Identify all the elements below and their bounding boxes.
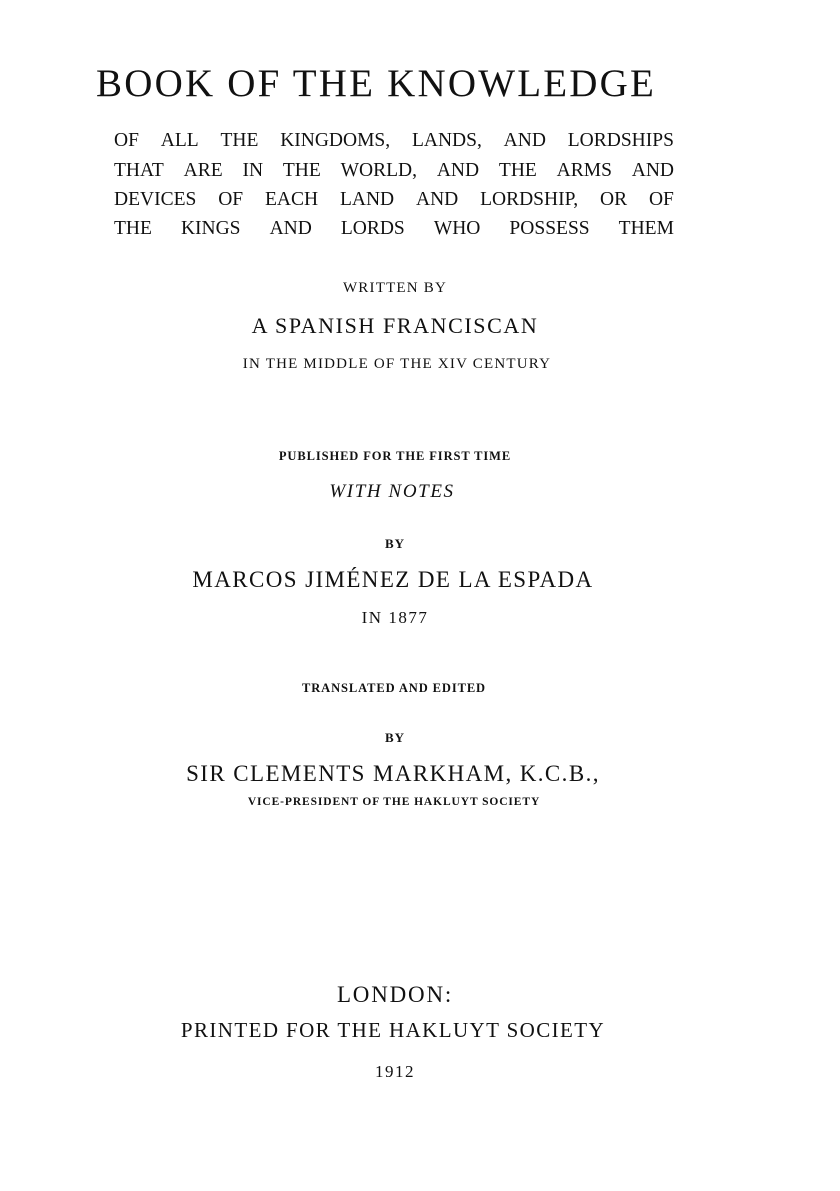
by-label-2: BY — [384, 730, 406, 745]
subtitle-word: OR — [600, 189, 628, 210]
publication-place: LONDON: — [336, 982, 454, 1007]
subtitle-word: LORDSHIPS — [567, 130, 674, 151]
subtitle-word: DEVICES — [114, 189, 197, 210]
subtitle-word: ARMS — [556, 160, 612, 181]
subtitle-word: LORDSHIP, — [480, 189, 579, 210]
with-notes: WITH NOTES — [329, 481, 455, 502]
editor-year: IN 1877 — [361, 608, 429, 627]
translated-note: TRANSLATED AND EDITED — [302, 681, 486, 695]
subtitle-word: THE — [282, 160, 321, 181]
subtitle-line-4 — [114, 219, 674, 239]
subtitle-word: AND — [503, 130, 546, 151]
subtitle-word: THE — [498, 160, 537, 181]
subtitle-word: THE — [114, 218, 152, 239]
by-label-1: BY — [384, 536, 406, 551]
subtitle-word: AND — [436, 160, 480, 181]
book-title: BOOK OF THE KNOWLEDGE — [96, 62, 657, 105]
subtitle-word: LORDS — [340, 218, 405, 239]
subtitle-word: THE — [220, 130, 259, 151]
subtitle-word: WORLD, — [340, 160, 417, 181]
subtitle-word: AND — [269, 218, 312, 239]
publication-year: 1912 — [375, 1062, 415, 1081]
subtitle-line-3 — [114, 190, 674, 210]
subtitle-line-2 — [114, 161, 674, 181]
author-name: A SPANISH FRANCISCAN — [251, 313, 539, 338]
printer-line: PRINTED FOR THE HAKLUYT SOCIETY — [180, 1018, 606, 1042]
subtitle-word: OF — [218, 189, 244, 210]
subtitle-word: EACH — [265, 189, 319, 210]
written-by-label: WRITTEN BY — [342, 280, 448, 296]
subtitle-word: KINGS — [180, 218, 241, 239]
subtitle-word: LAND — [339, 189, 395, 210]
subtitle-word: IN — [242, 160, 264, 181]
subtitle-word: THAT — [114, 160, 164, 181]
subtitle-word: AND — [631, 160, 674, 181]
subtitle-word: LANDS, — [411, 130, 482, 151]
editor-name: MARCOS JIMÉNEZ DE LA ESPADA — [192, 567, 594, 592]
translator-name: SIR CLEMENTS MARKHAM, K.C.B., — [186, 761, 600, 786]
subtitle-word: ARE — [183, 160, 223, 181]
subtitle-word: WHO — [433, 218, 481, 239]
subtitle-line-1 — [114, 131, 674, 151]
subtitle-word: OF — [114, 130, 139, 151]
subtitle-word: AND — [415, 189, 459, 210]
translator-title: VICE-PRESIDENT OF THE HAKLUYT SOCIETY — [247, 796, 541, 808]
subtitle-word: ALL — [160, 130, 199, 151]
author-date: IN THE MIDDLE OF THE XIV CENTURY — [242, 356, 552, 372]
subtitle-word: THEM — [618, 218, 674, 239]
subtitle-word: KINGDOMS, — [280, 130, 391, 151]
subtitle-word: OF — [648, 189, 674, 210]
subtitle-word: POSSESS — [509, 218, 590, 239]
published-note: PUBLISHED FOR THE FIRST TIME — [278, 449, 512, 463]
